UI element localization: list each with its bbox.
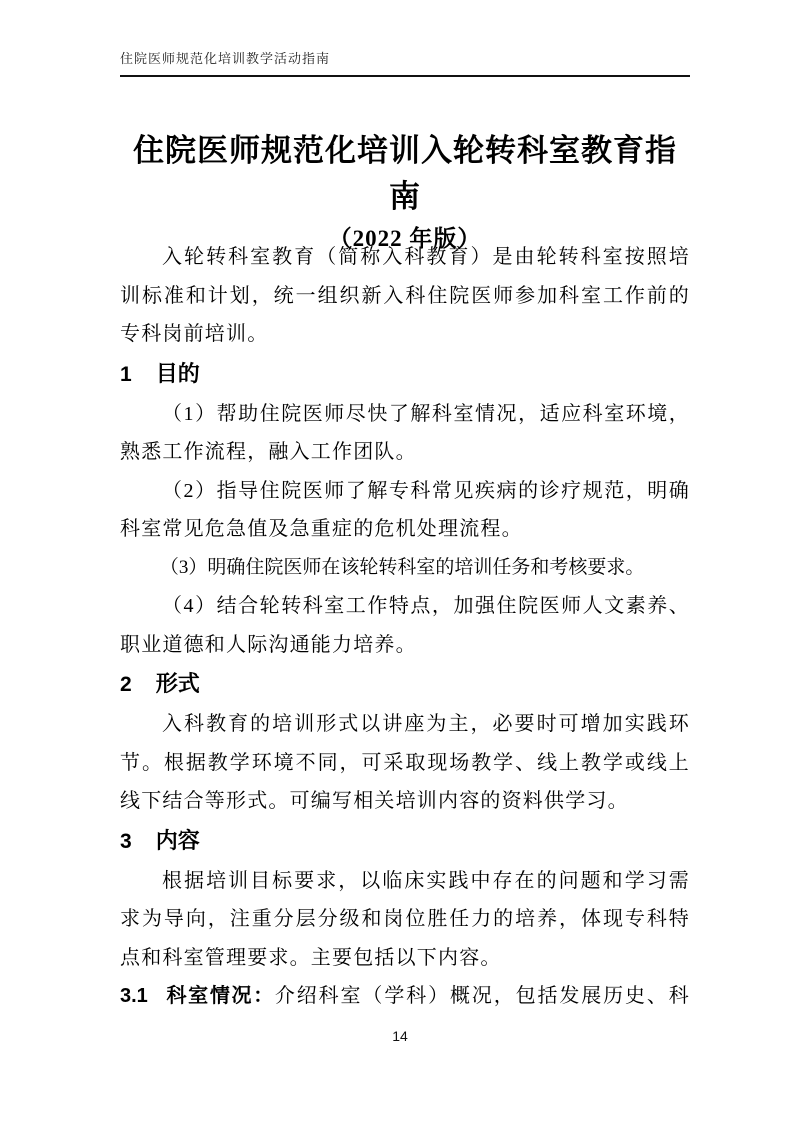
doc-title: 住院医师规范化培训入轮转科室教育指南 [133, 133, 677, 214]
section-heading-3 [120, 821, 690, 862]
subsection-number: 3.1 [120, 985, 148, 1007]
page-number: 14 [392, 1028, 408, 1044]
section-number: 3 [120, 829, 132, 853]
section-heading-text: 目的 [155, 360, 200, 386]
section-heading-1 [120, 354, 690, 395]
running-header [120, 48, 690, 77]
section-heading-text: 形式 [155, 671, 200, 696]
paragraph: 入科教育的培训形式以讲座为主，必要时可增加实践环节。根据教学环境不同，可采取现场教学、线上教学或线上线下结合等形式。可编写相关培训内容的资料供学习。 [120, 713, 690, 812]
doc-subtitle: （2022 年版） [328, 226, 482, 251]
running-header-text: 住院医师规范化培训教学活动指南 [120, 51, 331, 66]
paragraph: （1）帮助住院医师尽快了解科室情况，适应科室环境，熟悉工作流程，融入工作团队。 [120, 402, 690, 463]
subsection-text: 介绍科室（学科）概况，包括发展历史、科 [274, 985, 690, 1007]
paragraph: （2）指导住院医师了解专科常见疾病的诊疗规范，明确科室常见危急值及急重症的危机处理流程。 [120, 479, 690, 540]
subsection-label: 科室情况： [165, 985, 275, 1007]
paragraph: （3）明确住院医师在该轮转科室的培训任务和考核要求。 [159, 556, 645, 578]
document-body [120, 238, 690, 1016]
section-heading-2 [120, 664, 690, 705]
subsection-3-1 [120, 977, 690, 1016]
section-number: 1 [120, 362, 132, 386]
paragraph: （4）结合轮转科室工作特点，加强住院医师人文素养、职业道德和人际沟通能力培养。 [120, 595, 690, 656]
paragraph: 根据培训目标要求，以临床实践中存在的问题和学习需求为导向，注重分层分级和岗位胜任力的培养，体现专科特点和科室管理要求。主要包括以下内容。 [120, 869, 690, 969]
section-heading-text: 内容 [155, 827, 200, 853]
section-number: 2 [120, 673, 132, 696]
intro-paragraph: 入轮转科室教育（简称入科教育）是由轮转科室按照培训标准和计划，统一组织新入科住院医师参加科室工作前的专科岗前培训。 [120, 246, 690, 345]
